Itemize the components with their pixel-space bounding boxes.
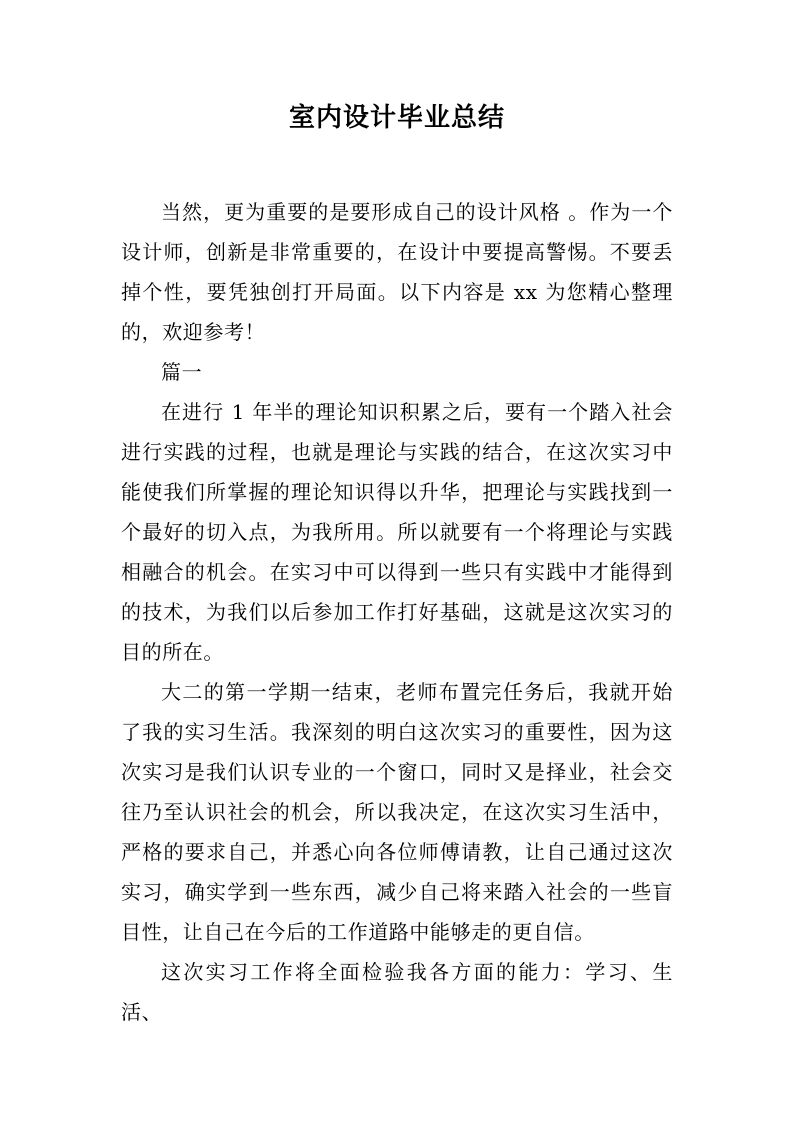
body-paragraph: 在进行 1 年半的理论知识积累之后，要有一个踏入社会进行实践的过程，也就是理论与实践的结合，在这次实习中能使我们所掌握的理论知识得以升华，把理论与实践找到一个最好的切入点，为我所用。所以就要有一个将理论与实践相融合的机会。在实习中可以得到一些只有实践中才能得到的技术，为我们以后参加工作打好基础，这就是这次实习的目的所在。 [121, 400, 673, 664]
section-heading: 篇一 [161, 360, 203, 384]
body-paragraph: 大二的第一学期一结束，老师布置完任务后，我就开始了我的实习生活。我深刻的明白这次实习的重要性，因为这次实习是我们认识专业的一个窗口，同时又是择业，社会交往乃至认识社会的机会，所以我决定，在这次实习生活中，严格的要求自己，并悉心向各位师傅请教，让自己通过这次实习，确实学到一些东西，减少自己将来踏入社会的一些盲目性，让自己在今后的工作道路中能够走的更自信。 [121, 680, 673, 944]
intro-paragraph: 当然，更为重要的是要形成自己的设计风格 。作为一个设计师，创新是非常重要的，在设计中要提高警惕。不要丢掉个性，要凭独创打开局面。以下内容是 xx 为您精心整理的，欢迎参考！ [121, 200, 673, 344]
document-body [121, 192, 673, 1032]
document-title: 室内设计毕业总结 [288, 103, 505, 133]
body-paragraph: 这次实习工作将全面检验我各方面的能力：学习、生活、 [121, 960, 673, 1024]
